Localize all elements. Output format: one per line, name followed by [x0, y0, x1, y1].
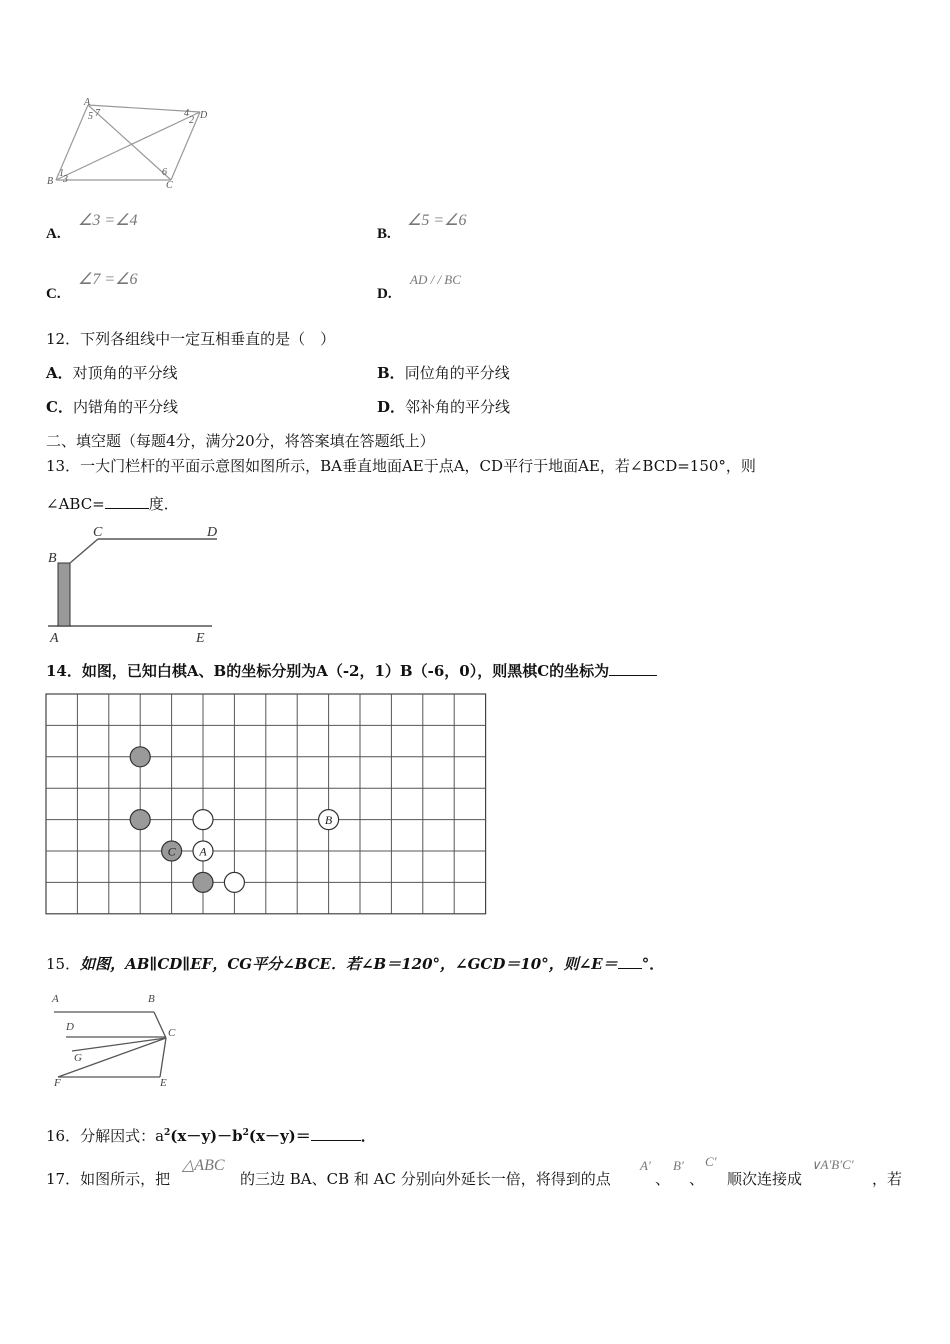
q11-option-a-expr: ∠3 =∠4	[78, 212, 138, 229]
fig15-label-d: D	[66, 1021, 74, 1033]
diagonal-ac	[88, 105, 171, 180]
q17-point-c-prime: C′	[705, 1154, 717, 1169]
q13-answer-blank[interactable]	[105, 508, 149, 509]
fig15-label-b: B	[148, 993, 155, 1005]
q12-stem: 12．下列各组线中一定互相垂直的是（ ）	[46, 330, 336, 348]
label-7: 7	[95, 108, 100, 119]
gate-label-b: B	[48, 551, 57, 566]
q13-stem-line1: 13．一大门栏杆的平面示意图如图所示，BA垂直地面AE于点A，CD平行于地面AE，若∠BCD=150°，则	[46, 457, 756, 475]
q12-option-c: C．内错角的平分线	[46, 398, 178, 416]
q14-answer-blank[interactable]	[609, 675, 657, 676]
diagonal-bd	[56, 112, 200, 180]
section-2-heading: 二、填空题（每题4分，满分20分，将答案填在答题纸上）	[46, 432, 435, 450]
q14-stem: 14．如图，已知白棋A、B的坐标分别为A（-2，1）B（-6，0），则黑棋C的坐标为	[46, 661, 657, 681]
black-stone	[130, 747, 150, 767]
q11-option-b-letter: B.	[377, 226, 391, 242]
black-stone	[130, 810, 150, 830]
black-stone	[193, 872, 213, 892]
q11-option-d-expr: AD / / BC	[410, 272, 461, 287]
q17-stem-mid2: 顺次连接成	[727, 1170, 803, 1188]
q17-stem-end: ，若	[872, 1170, 903, 1188]
q15-answer-blank[interactable]	[618, 968, 642, 969]
gate-label-a: A	[50, 631, 59, 646]
stone-label-b: B	[324, 813, 333, 828]
label-3: 3	[63, 174, 68, 185]
fig15-label-g: G	[74, 1052, 82, 1064]
q17-point-a-prime: A′	[640, 1158, 651, 1173]
fig15-label-e: E	[160, 1077, 167, 1088]
segment-cg	[72, 1038, 166, 1051]
q17-sep-1: 、	[655, 1170, 671, 1188]
label-c: C	[166, 180, 173, 191]
label-d: D	[200, 110, 208, 121]
post-ba	[58, 563, 70, 626]
q11-option-a-letter: A.	[46, 226, 61, 242]
label-5: 5	[88, 111, 93, 122]
q11-option-c-expr: ∠7 =∠6	[78, 271, 138, 288]
q16-answer-blank[interactable]	[311, 1140, 361, 1141]
q11-option-b-expr: ∠5 =∠6	[407, 212, 467, 229]
q17-point-b-prime: B′	[673, 1158, 684, 1173]
q12-option-d: D．邻补角的平分线	[377, 398, 511, 416]
q17-sep-2: 、	[689, 1170, 705, 1188]
parallelogram-figure	[44, 96, 224, 192]
q17-stem-mid: 的三边 BA、CB 和 AC 分别向外延长一倍，将得到的点	[240, 1170, 611, 1188]
label-6: 6	[162, 167, 167, 178]
gate-label-c: C	[93, 525, 103, 540]
fig15-label-f: F	[54, 1077, 61, 1088]
q12-option-b: B．同位角的平分线	[377, 364, 510, 382]
gate-label-d: D	[207, 525, 218, 540]
q17-triangle-abc: △ABC	[182, 1157, 225, 1174]
segment-bc	[154, 1012, 166, 1038]
bar-bc	[70, 539, 98, 563]
white-stone	[193, 810, 213, 830]
stone-label-a: A	[199, 844, 207, 859]
label-a: A	[84, 97, 91, 108]
q17-triangle-prime: ∨A′B′C′	[811, 1157, 854, 1172]
q16-stem: 16．分解因式：$a^2(x-y)-b^2(x-y)=$ ．	[46, 1127, 376, 1145]
q12-option-a: A．对顶角的平分线	[46, 364, 178, 382]
side-dc	[171, 112, 200, 180]
q15-stem: 15．如图，AB∥CD∥EF，CG平分∠BCE．若∠B＝120°，∠GCD＝10°，则∠E＝ °．	[46, 955, 665, 973]
gate-label-e: E	[196, 631, 205, 646]
fig15-label-a: A	[52, 993, 59, 1005]
label-b: B	[47, 176, 54, 187]
q11-option-d-letter: D.	[377, 286, 392, 302]
segment-ce	[160, 1038, 166, 1077]
fig15-label-c: C	[168, 1027, 176, 1039]
parallel-lines-figure	[44, 988, 194, 1088]
label-1: 1	[59, 168, 64, 179]
label-2: 2	[189, 115, 194, 126]
white-stone	[224, 872, 244, 892]
q11-option-c-letter: C.	[46, 286, 61, 302]
stone-label-c: C	[167, 844, 176, 859]
q13-stem-line2: ∠ABC= 度．	[46, 495, 179, 513]
q17-stem-pre: 17．如图所示，把	[46, 1170, 171, 1188]
label-4: 4	[184, 108, 189, 119]
gate-figure	[44, 520, 224, 646]
go-board	[44, 692, 488, 916]
